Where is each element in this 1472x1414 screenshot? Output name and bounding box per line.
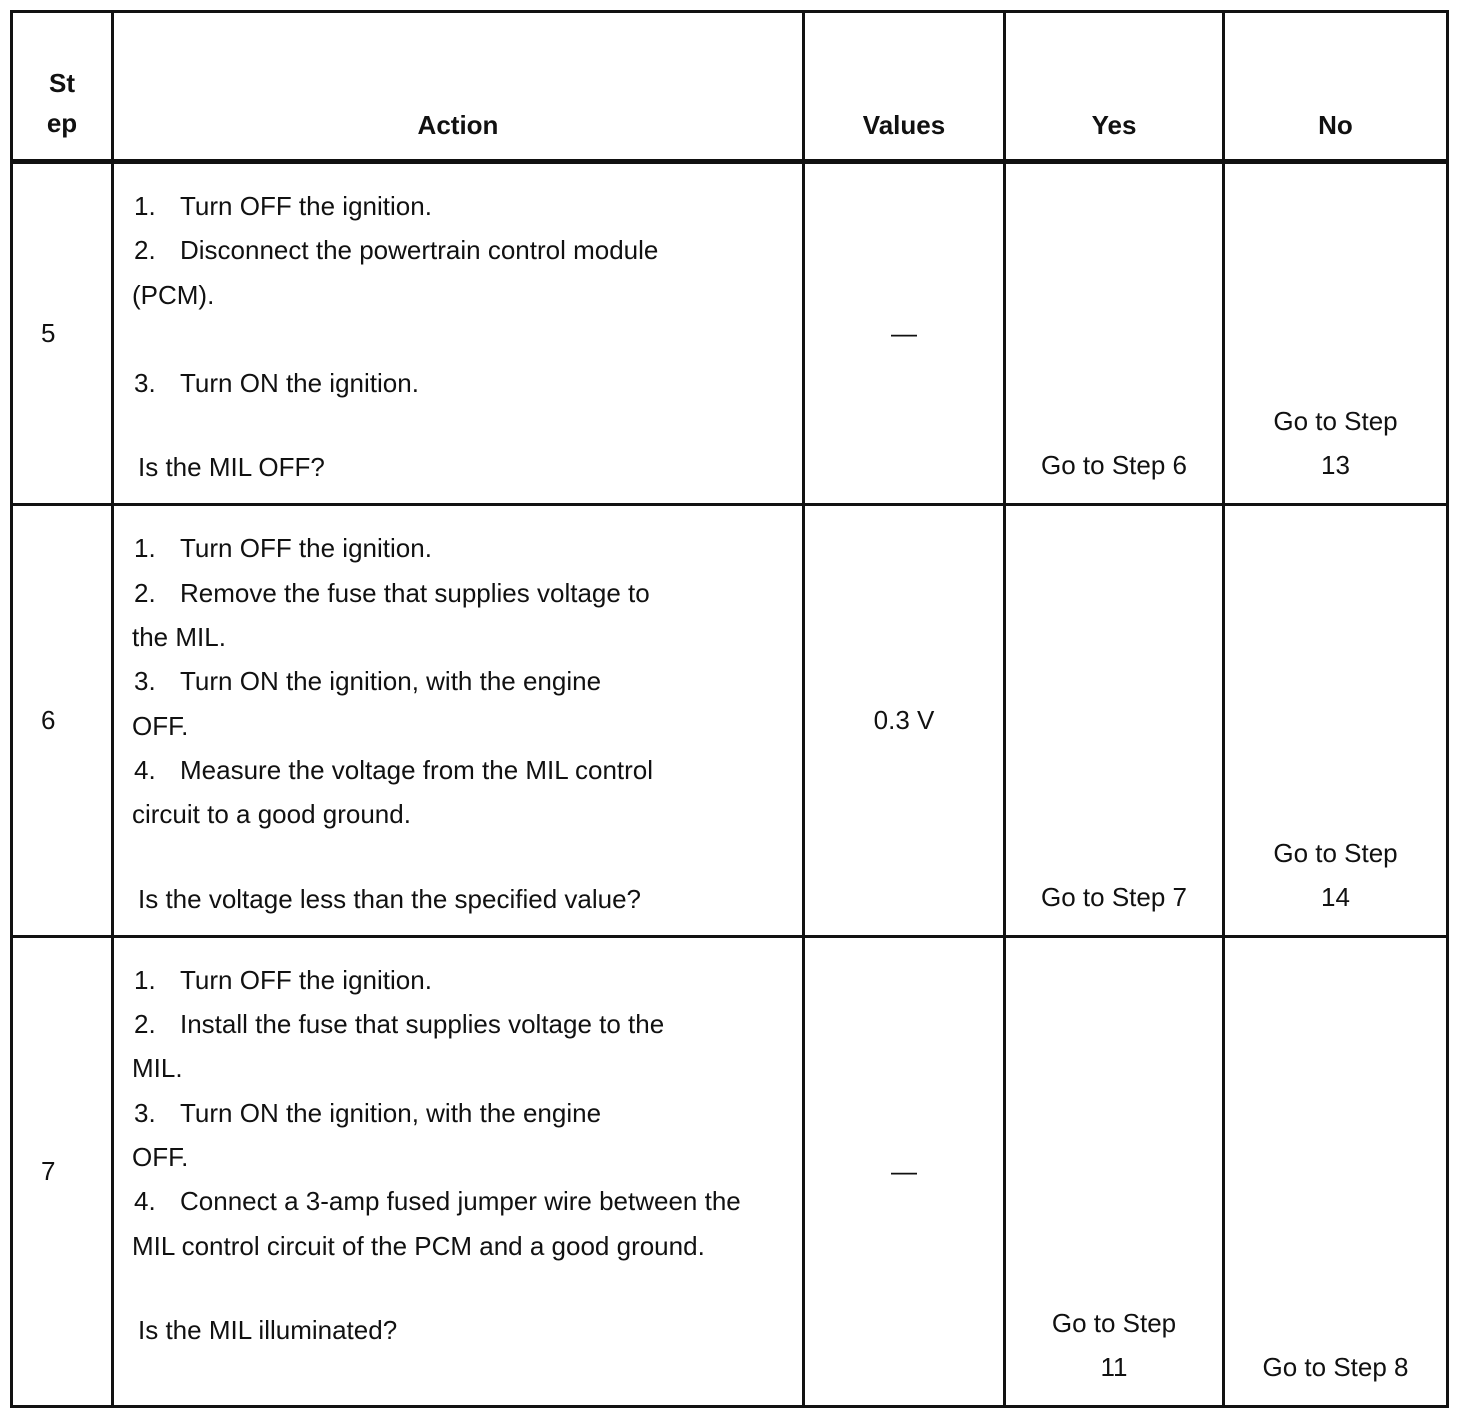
yes-link: Go to Step 6 xyxy=(1041,450,1187,481)
action-cell xyxy=(113,162,804,505)
table-row xyxy=(12,936,1448,1406)
action-item: 3. Turn ON the ignition, with the engine OFF. xyxy=(132,1097,602,1173)
action-question: Is the MIL illuminated? xyxy=(138,1314,398,1345)
no-cell xyxy=(1224,505,1448,936)
header-row xyxy=(12,12,1448,162)
action-item: 4. Measure the voltage from the MIL control circuit to a good ground. xyxy=(132,754,654,830)
action-cell xyxy=(113,936,804,1406)
header-values: Values xyxy=(804,12,1005,162)
values-cell: — xyxy=(804,936,1005,1406)
yes-cell xyxy=(1005,505,1224,936)
action-item: 2. Remove the fuse that supplies voltage to the MIL. xyxy=(132,577,650,653)
action-question: Is the MIL OFF? xyxy=(138,452,325,483)
header-no: No xyxy=(1224,12,1448,162)
action-item: 2. Install the fuse that supplies voltage to the MIL. xyxy=(132,1009,665,1084)
action-item: 2. Disconnect the powertrain control module (PCM). xyxy=(132,235,659,310)
yes-cell xyxy=(1005,936,1224,1406)
action-cell xyxy=(113,505,804,936)
yes-link: Go to Step 7 xyxy=(1041,881,1187,912)
yes-link: Go to Step 11 xyxy=(1051,1307,1177,1382)
table-row xyxy=(12,162,1448,505)
no-link: Go to Step 13 xyxy=(1273,406,1398,481)
step-number: 6 xyxy=(12,505,113,936)
header-step: St ep xyxy=(12,12,113,162)
action-item: 1. Turn OFF the ignition. xyxy=(134,533,432,564)
header-yes: Yes xyxy=(1005,12,1224,162)
no-cell xyxy=(1224,936,1448,1406)
action-item: 1. Turn OFF the ignition. xyxy=(134,191,432,221)
action-item: 1. Turn OFF the ignition. xyxy=(134,964,432,995)
action-item: 3. Turn ON the ignition. xyxy=(134,367,419,398)
table-row xyxy=(12,505,1448,936)
no-link: Go to Step 14 xyxy=(1273,837,1398,912)
step-number: 5 xyxy=(12,162,113,505)
action-item: 3. Turn ON the ignition, with the engine OFF. xyxy=(132,666,602,741)
values-cell: 0.3 V xyxy=(804,505,1005,936)
diagnostic-table xyxy=(10,10,1449,1408)
action-question: Is the voltage less than the specified value? xyxy=(138,883,641,914)
values-cell: — xyxy=(804,162,1005,505)
step-number: 7 xyxy=(12,936,113,1406)
header-action: Action xyxy=(113,12,804,162)
no-cell xyxy=(1224,162,1448,505)
yes-cell xyxy=(1005,162,1224,505)
action-item: 4. Connect a 3-amp fused jumper wire between the MIL control circuit of the PCM and a good ground. xyxy=(132,1186,741,1261)
no-link: Go to Step 8 xyxy=(1262,1351,1409,1382)
